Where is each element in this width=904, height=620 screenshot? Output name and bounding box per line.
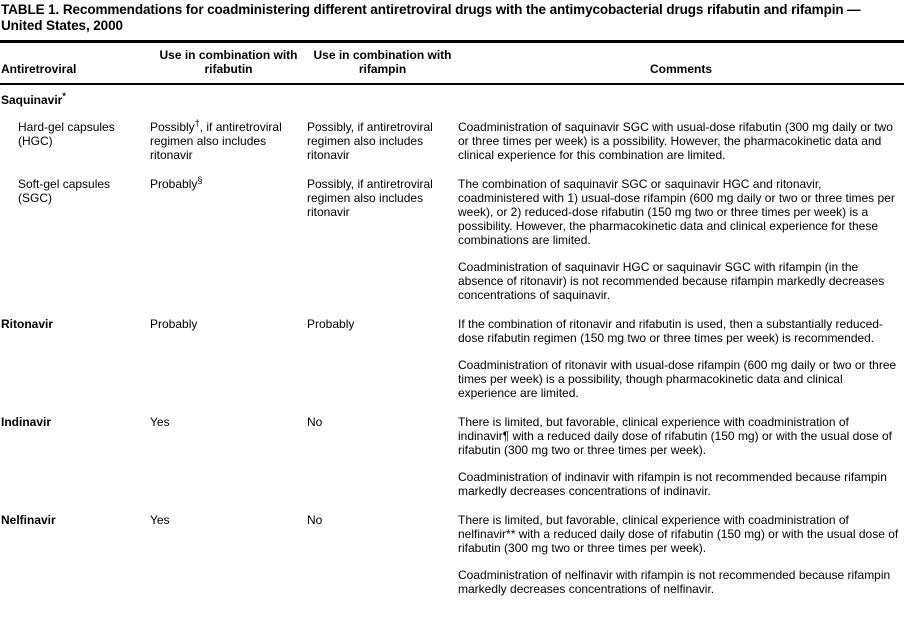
rifabutin-cell: Yes — [150, 513, 170, 527]
comments-cell — [458, 317, 904, 400]
column-header-rifabutin: Use in combination with rifabutin — [159, 48, 298, 76]
column-header-antiretroviral: Antiretroviral — [1, 62, 77, 76]
table-row-hard-gel-capsules — [0, 120, 904, 162]
column-header-comments: Comments — [649, 62, 712, 76]
drug-cell: Indinavir — [1, 415, 52, 429]
table-header-row — [0, 40, 904, 85]
footnote-marker-asterisk: * — [62, 91, 66, 101]
comment-paragraph: The combination of saquinavir SGC or saquinavir HGC and ritonavir, coadministered with 1) usual-dose rifampin (600 mg daily or two or three times per week), or 2) reduced-dose rifabutin (150 mg two or three times per week) is a possibility. However, the pharmacokinetic data and clinical experience for these combinations are limited. — [458, 177, 895, 247]
comment-paragraph: There is limited, but favorable, clinical experience with coadministration of indinavir¶ with a reduced daily dose of rifabutin (150 mg) or with the usual dose of rifabutin (300 mg two or three times per week). — [458, 415, 893, 457]
rifabutin-cell: Yes — [150, 415, 170, 429]
comment-paragraph: Coadministration of saquinavir HGC or saquinavir SGC with rifampin (in the absence of ritonavir) is not recommended because rifampin markedly decreases concentrations of saquinavir. — [458, 260, 885, 302]
rifabutin-cell: Probably§ — [150, 175, 203, 191]
table-row-ritonavir — [0, 317, 904, 400]
comment-paragraph: Coadministration of saquinavir SGC with usual-dose rifabutin (300 mg daily or two or three times per week) is a possibility. However, the pharmacokinetic data and clinical experience for this combination are limited. — [458, 120, 893, 162]
rifampin-cell: No — [307, 513, 323, 527]
drug-cell: Hard-gel capsules (HGC) — [18, 120, 115, 148]
comment-paragraph: If the combination of ritonavir and rifabutin is used, then a substantially reduced-dose rifabutin regimen (150 mg two or three times per week) is recommended. — [458, 317, 883, 345]
table-row-nelfinavir — [0, 513, 904, 596]
rifampin-cell: Probably — [307, 317, 355, 331]
rifabutin-cell: Probably — [150, 317, 198, 331]
comments-cell — [458, 177, 904, 302]
comment-paragraph: There is limited, but favorable, clinical experience with coadministration of nelfinavir** with a reduced daily dose of rifabutin (150 mg) or with the usual dose of rifabutin (300 mg two or three times per week). — [458, 513, 899, 555]
drug-cell: Nelfinavir — [1, 513, 56, 527]
comments-cell — [458, 120, 904, 162]
drug-cell: Soft-gel capsules (SGC) — [18, 177, 111, 205]
rifampin-cell: No — [307, 415, 323, 429]
footnote-marker-section: § — [197, 175, 203, 185]
table-row-indinavir — [0, 415, 904, 498]
rifampin-cell: Possibly, if antiretroviral regimen also includes ritonavir — [307, 120, 433, 162]
rifampin-cell: Possibly, if antiretroviral regimen also includes ritonavir — [307, 177, 433, 219]
comment-paragraph: Coadministration of ritonavir with usual-dose rifampin (600 mg daily or two or three times per week) is a possibility, though pharmacokinetic data and clinical experience are limited. — [458, 358, 897, 400]
table-row-soft-gel-capsules — [0, 177, 904, 302]
section-header-saquinavir — [1, 93, 904, 107]
comments-cell — [458, 415, 904, 498]
section-drug-name: Saquinavir — [1, 93, 63, 107]
footnote-marker-dagger: † — [194, 118, 200, 128]
comment-paragraph: Coadministration of nelfinavir with rifampin is not recommended because rifampin markedly decreases concentrations of nelfinavir. — [458, 568, 891, 596]
drug-cell: Ritonavir — [1, 317, 54, 331]
table-title: TABLE 1. Recommendations for coadministering different antiretroviral drugs with the antimycobacterial drugs rifabutin and rifampin — United States, 2000 — [1, 2, 861, 33]
column-header-rifampin: Use in combination with rifampin — [313, 48, 452, 76]
comment-paragraph: Coadministration of indinavir with rifampin is not recommended because rifampin markedly decreases concentrations of indinavir. — [458, 470, 887, 498]
comments-cell — [458, 513, 904, 596]
rifabutin-cell: Possibly†, if antiretroviral regimen also includes ritonavir — [150, 118, 282, 162]
